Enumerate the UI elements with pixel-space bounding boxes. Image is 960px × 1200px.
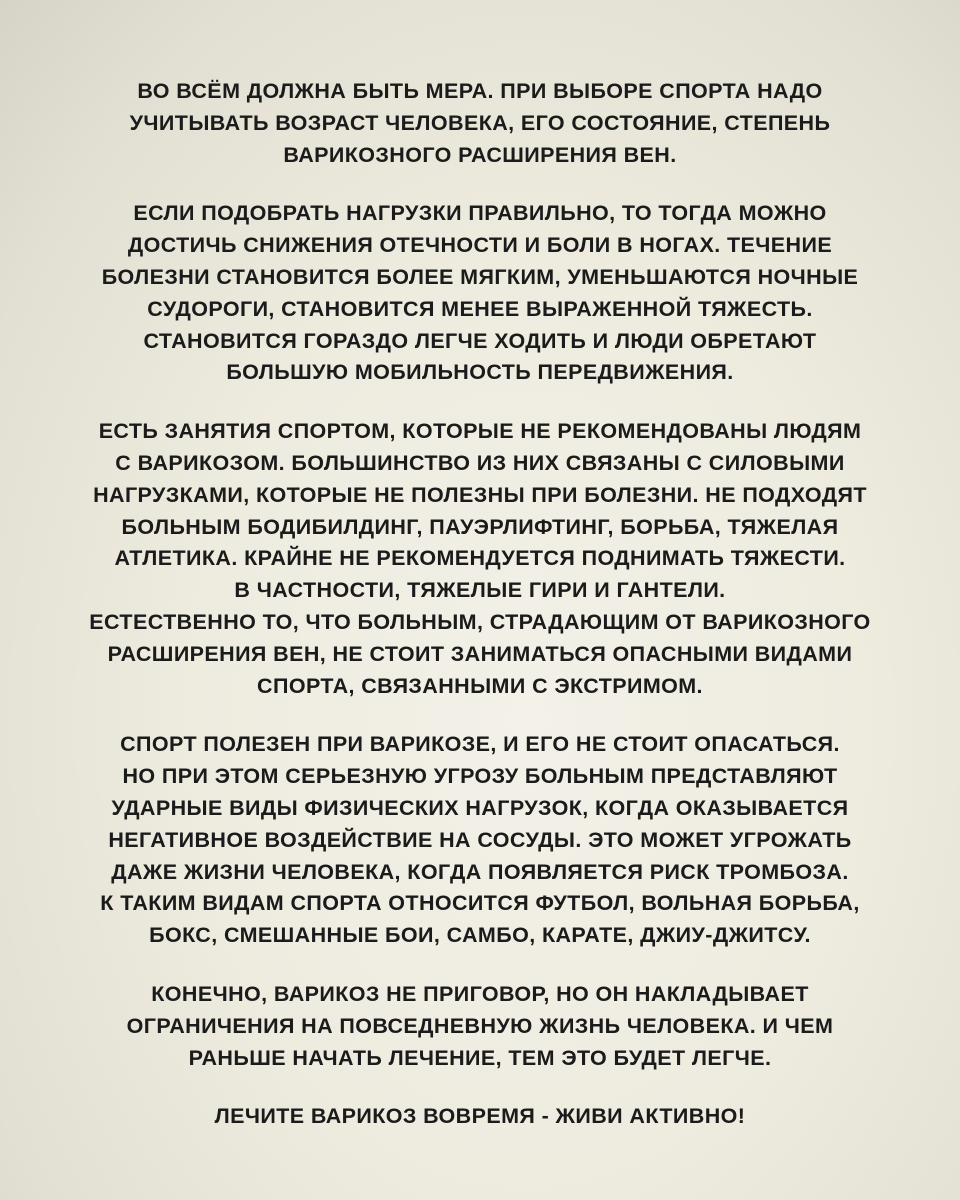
text-line: СПОРТА, СВЯЗАННЫМИ С ЭКСТРИМОМ. (257, 673, 703, 698)
text-line: ВАРИКОЗНОГО РАСШИРЕНИЯ ВЕН. (283, 142, 677, 167)
text-line: БОКС, СМЕШАННЫЕ БОИ, САМБО, КАРАТЕ, ДЖИУ-ДЖИТСУ. (149, 923, 811, 948)
text-line: ЕСЛИ ПОДОБРАТЬ НАГРУЗКИ ПРАВИЛЬНО, ТО ТОГДА МОЖНО (133, 201, 827, 226)
text-line: РАСШИРЕНИЯ ВЕН, НЕ СТОИТ ЗАНИМАТЬСЯ ОПАСНЫМИ ВИДАМИ (107, 641, 853, 666)
text-line: НЕГАТИВНОЕ ВОЗДЕЙСТВИЕ НА СОСУДЫ. ЭТО МОЖЕТ УГРОЖАТЬ (108, 827, 852, 852)
text-line: ЛЕЧИТЕ ВАРИКОЗ ВОВРЕМЯ - ЖИВИ АКТИВНО! (214, 1104, 746, 1129)
text-line: УДАРНЫЕ ВИДЫ ФИЗИЧЕСКИХ НАГРУЗОК, КОГДА ОКАЗЫВАЕТСЯ (111, 795, 849, 820)
text-line: С ВАРИКОЗОМ. БОЛЬШИНСТВО ИЗ НИХ СВЯЗАНЫ С СИЛОВЫМИ (115, 450, 845, 475)
text-line: БОЛЬШУЮ МОБИЛЬНОСТЬ ПЕРЕДВИЖЕНИЯ. (226, 360, 734, 385)
text-line: ДАЖЕ ЖИЗНИ ЧЕЛОВЕКА, КОГДА ПОЯВЛЯЕТСЯ РИСК ТРОМБОЗА. (111, 859, 849, 884)
text-line: УЧИТЫВАТЬ ВОЗРАСТ ЧЕЛОВЕКА, ЕГО СОСТОЯНИЕ, СТЕПЕНЬ (129, 110, 831, 135)
text-line: СТАНОВИТСЯ ГОРАЗДО ЛЕГЧЕ ХОДИТЬ И ЛЮДИ ОБРЕТАЮТ (143, 328, 817, 353)
paragraph (0, 979, 960, 1074)
text-line: СПОРТ ПОЛЕЗЕН ПРИ ВАРИКОЗЕ, И ЕГО НЕ СТОИТ ОПАСАТЬСЯ. (120, 732, 840, 757)
text-line: ДОСТИЧЬ СНИЖЕНИЯ ОТЕЧНОСТИ И БОЛИ В НОГАХ. ТЕЧЕНИЕ (127, 233, 833, 258)
text-line: НАГРУЗКАМИ, КОТОРЫЕ НЕ ПОЛЕЗНЫ ПРИ БОЛЕЗНИ. НЕ ПОДХОДЯТ (93, 482, 867, 507)
text-line: В ЧАСТНОСТИ, ТЯЖЕЛЫЕ ГИРИ И ГАНТЕЛИ. (234, 578, 726, 603)
text-line: БОЛЕЗНИ СТАНОВИТСЯ БОЛЕЕ МЯГКИМ, УМЕНЬШАЮТСЯ НОЧНЫЕ (101, 264, 859, 289)
document-body (0, 76, 960, 1160)
text-line: БОЛЬНЫМ БОДИБИЛДИНГ, ПАУЭРЛИФТИНГ, БОРЬБА, ТЯЖЕЛАЯ (121, 514, 839, 539)
text-line: АТЛЕТИКА. КРАЙНЕ НЕ РЕКОМЕНДУЕТСЯ ПОДНИМАТЬ ТЯЖЕСТИ. (114, 546, 846, 571)
paragraph (0, 198, 960, 389)
paragraph (0, 1101, 960, 1133)
text-line: К ТАКИМ ВИДАМ СПОРТА ОТНОСИТСЯ ФУТБОЛ, ВОЛЬНАЯ БОРЬБА, (100, 891, 860, 916)
text-line: ОГРАНИЧЕНИЯ НА ПОВСЕДНЕВНУЮ ЖИЗНЬ ЧЕЛОВЕКА. И ЧЕМ (126, 1013, 834, 1038)
text-line: ВО ВСЁМ ДОЛЖНА БЫТЬ МЕРА. ПРИ ВЫБОРЕ СПОРТА НАДО (137, 79, 823, 103)
text-line: ЕСТЕСТВЕННО ТО, ЧТО БОЛЬНЫМ, СТРАДАЮЩИМ ОТ ВАРИКОЗНОГО (89, 609, 871, 634)
paragraph (0, 76, 960, 171)
paragraph (0, 416, 960, 702)
text-line: НО ПРИ ЭТОМ СЕРЬЕЗНУЮ УГРОЗУ БОЛЬНЫМ ПРЕДСТАВЛЯЮТ (122, 764, 838, 789)
text-line: ЕСТЬ ЗАНЯТИЯ СПОРТОМ, КОТОРЫЕ НЕ РЕКОМЕНДОВАНЫ ЛЮДЯМ (98, 419, 862, 444)
text-line: КОНЕЧНО, ВАРИКОЗ НЕ ПРИГОВОР, НО ОН НАКЛАДЫВАЕТ (151, 981, 809, 1006)
paragraph (0, 729, 960, 952)
text-line: СУДОРОГИ, СТАНОВИТСЯ МЕНЕЕ ВЫРАЖЕННОЙ ТЯЖЕСТЬ. (147, 296, 813, 321)
text-line: РАНЬШЕ НАЧАТЬ ЛЕЧЕНИЕ, ТЕМ ЭТО БУДЕТ ЛЕГЧЕ. (188, 1045, 772, 1070)
